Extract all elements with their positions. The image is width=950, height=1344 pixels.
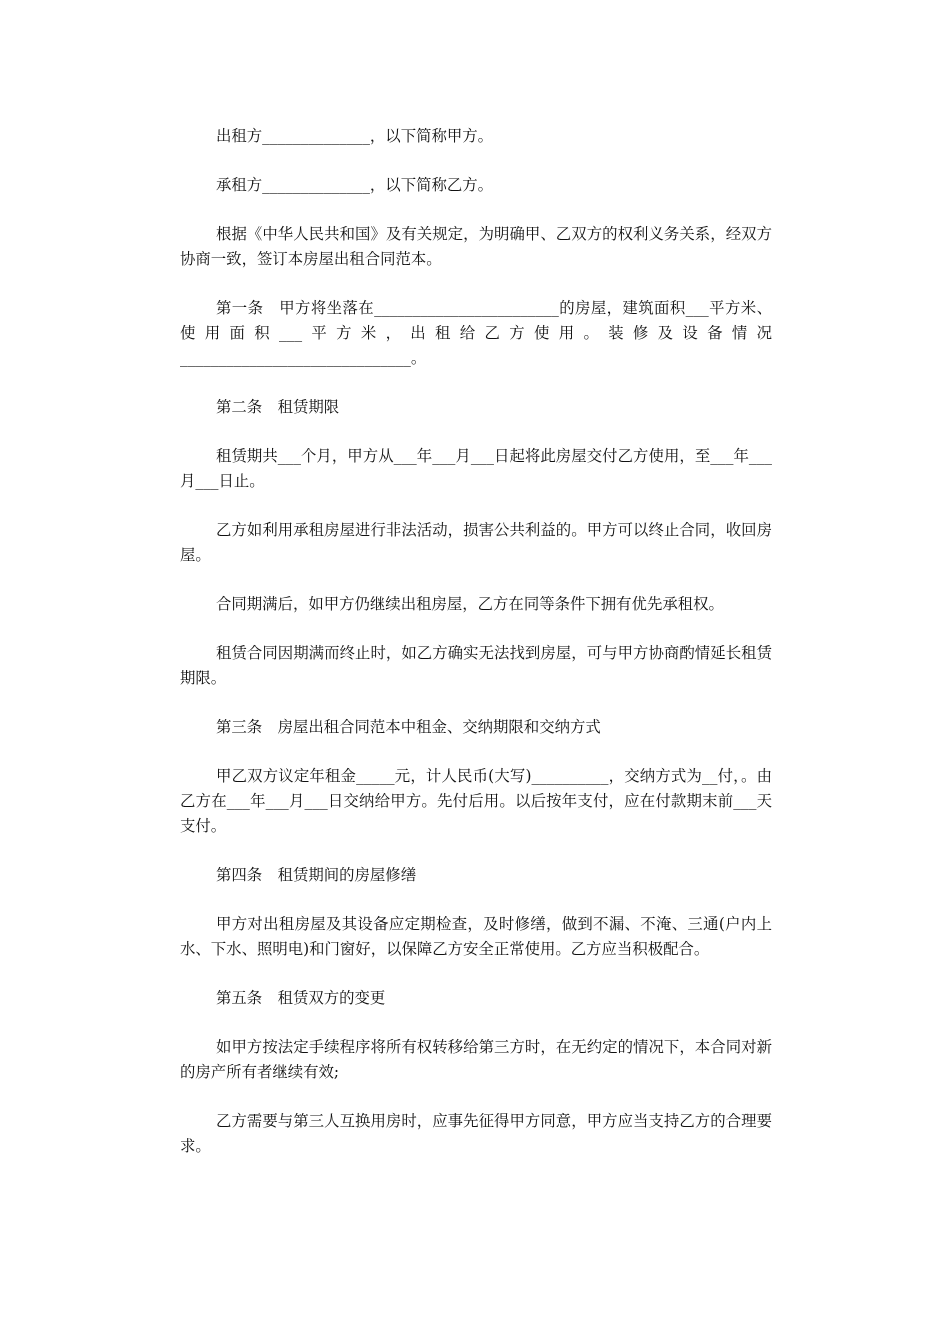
article-2-extension: 租赁合同因期满而终止时，如乙方确实无法找到房屋，可与甲方协商酌情延长租赁期限。 <box>180 644 772 687</box>
lessee-line: 承租方______________，以下简称乙方。 <box>216 176 494 194</box>
article-5-transfer: 如甲方按法定手续程序将所有权转移给第三方时，在无约定的情况下，本合同对新的房产所有者继续有效; <box>180 1038 772 1081</box>
lessor-line: 出租方______________，以下简称甲方。 <box>216 127 494 145</box>
article-2-term: 租赁期共___个月，甲方从___年___月___日起将此房屋交付乙方使用，至___年___月___日止。 <box>180 447 772 490</box>
preamble: 根据《中华人民共和国》及有关规定，为明确甲、乙双方的权利义务关系，经双方协商一致，签订本房屋出租合同范本。 <box>180 225 772 268</box>
article-3-heading: 第三条 房屋出租合同范本中租金、交纳期限和交纳方式 <box>216 718 601 736</box>
article-1: 第一条 甲方将坐落在________________________的房屋，建筑面积___平方米、使用面积___平方米，出租给乙方使用。装修及设备情况______________________________。 <box>180 299 772 367</box>
article-2-priority: 合同期满后，如甲方仍继续出租房屋，乙方在同等条件下拥有优先承租权。 <box>216 595 724 613</box>
article-3-rent: 甲乙双方议定年租金_____元，计人民币(大写)__________，交纳方式为__付，。由乙方在___年___月___日交纳给甲方。先付后用。以后按年支付，应在付款期末前___天支付。 <box>180 767 772 835</box>
article-2-heading: 第二条 租赁期限 <box>216 398 340 416</box>
article-5-exchange: 乙方需要与第三人互换用房时，应事先征得甲方同意，甲方应当支持乙方的合理要求。 <box>180 1112 772 1155</box>
document-body <box>180 124 772 1183</box>
article-5-heading: 第五条 租赁双方的变更 <box>216 989 386 1007</box>
article-4-repairs: 甲方对出租房屋及其设备应定期检查，及时修缮，做到不漏、不淹、三通(户内上水、下水、照明电)和门窗好，以保障乙方安全正常使用。乙方应当积极配合。 <box>180 915 772 958</box>
article-2-illegal-use: 乙方如利用承租房屋进行非法活动，损害公共利益的。甲方可以终止合同，收回房屋。 <box>180 521 772 564</box>
article-4-heading: 第四条 租赁期间的房屋修缮 <box>216 866 417 884</box>
